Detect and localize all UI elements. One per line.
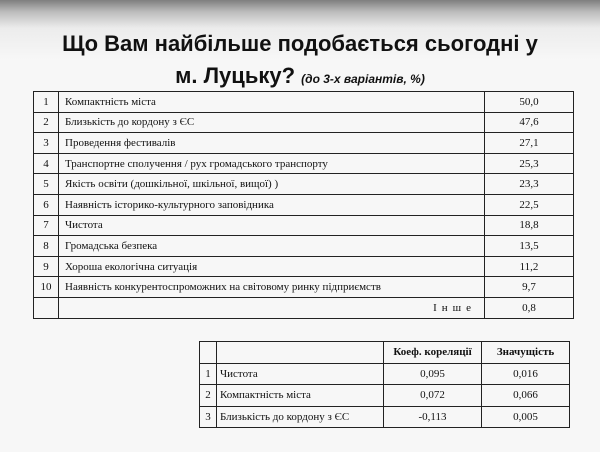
table-row (34, 153, 574, 174)
header-empty-label (217, 342, 384, 364)
table-row (34, 194, 574, 215)
table-row (34, 277, 574, 298)
correlation-table (199, 341, 570, 428)
title-line-2 (0, 60, 600, 95)
row-label: Чистота (217, 363, 384, 385)
row-number: 6 (34, 194, 59, 215)
row-coef: 0,072 (384, 385, 482, 407)
row-number: 1 (200, 363, 217, 385)
row-label: Близькість до кордону з ЄС (217, 406, 384, 428)
table-row (34, 133, 574, 154)
row-label: Компактність міста (59, 92, 485, 113)
row-value: 18,8 (485, 215, 574, 236)
title-city: м. Луцьку? (175, 63, 296, 88)
row-value: 47,6 (485, 112, 574, 133)
row-number: 7 (34, 215, 59, 236)
row-label: Наявність конкурентоспроможних на світовому ринку підприємств (59, 277, 485, 298)
correlation-header-row (200, 342, 570, 364)
table-row (34, 92, 574, 113)
row-number: 10 (34, 277, 59, 298)
table-row (34, 256, 574, 277)
table-row (200, 385, 570, 407)
row-sig: 0,066 (482, 385, 570, 407)
row-value: 23,3 (485, 174, 574, 195)
table-row (34, 236, 574, 257)
row-coef: 0,095 (384, 363, 482, 385)
row-value: 50,0 (485, 92, 574, 113)
row-number: 5 (34, 174, 59, 195)
row-coef: -0,113 (384, 406, 482, 428)
row-value: 22,5 (485, 194, 574, 215)
table-row (200, 406, 570, 428)
row-number: 4 (34, 153, 59, 174)
row-sig: 0,005 (482, 406, 570, 428)
row-label: Близькість до кордону з ЄС (59, 112, 485, 133)
header-correlation: Коеф. кореляції (384, 342, 482, 364)
row-number: 8 (34, 236, 59, 257)
row-label: Громадська безпека (59, 236, 485, 257)
row-label: Компактність міста (217, 385, 384, 407)
row-value: 27,1 (485, 133, 574, 154)
row-label: Хороша екологічна ситуація (59, 256, 485, 277)
title-line-1: Що Вам найбільше подобається сьогодні у (62, 31, 538, 56)
table-row-other (34, 297, 574, 318)
table-row (34, 112, 574, 133)
header-empty-num (200, 342, 217, 364)
table-row (200, 363, 570, 385)
row-value: 13,5 (485, 236, 574, 257)
preferences-table (33, 91, 574, 319)
row-number-empty (34, 297, 59, 318)
row-value: 25,3 (485, 153, 574, 174)
row-sig: 0,016 (482, 363, 570, 385)
row-label: Проведення фестивалів (59, 133, 485, 154)
row-number: 3 (200, 406, 217, 428)
row-number: 9 (34, 256, 59, 277)
header-significance: Значущість (482, 342, 570, 364)
slide-title (0, 28, 600, 95)
row-number: 3 (34, 133, 59, 154)
row-value: 9,7 (485, 277, 574, 298)
other-value: 0,8 (485, 297, 574, 318)
table-row (34, 215, 574, 236)
row-label: Якість освіти (дошкільної, шкільної, вищої) ) (59, 174, 485, 195)
row-value: 11,2 (485, 256, 574, 277)
table-row (34, 174, 574, 195)
title-note: (до 3-х варіантів, %) (301, 72, 425, 86)
row-label: Чистота (59, 215, 485, 236)
row-number: 2 (34, 112, 59, 133)
row-number: 2 (200, 385, 217, 407)
row-label: Транспортне сполучення / рух громадського транспорту (59, 153, 485, 174)
row-number: 1 (34, 92, 59, 113)
other-label: Інше (59, 297, 485, 318)
row-label: Наявність історико-культурного заповідника (59, 194, 485, 215)
